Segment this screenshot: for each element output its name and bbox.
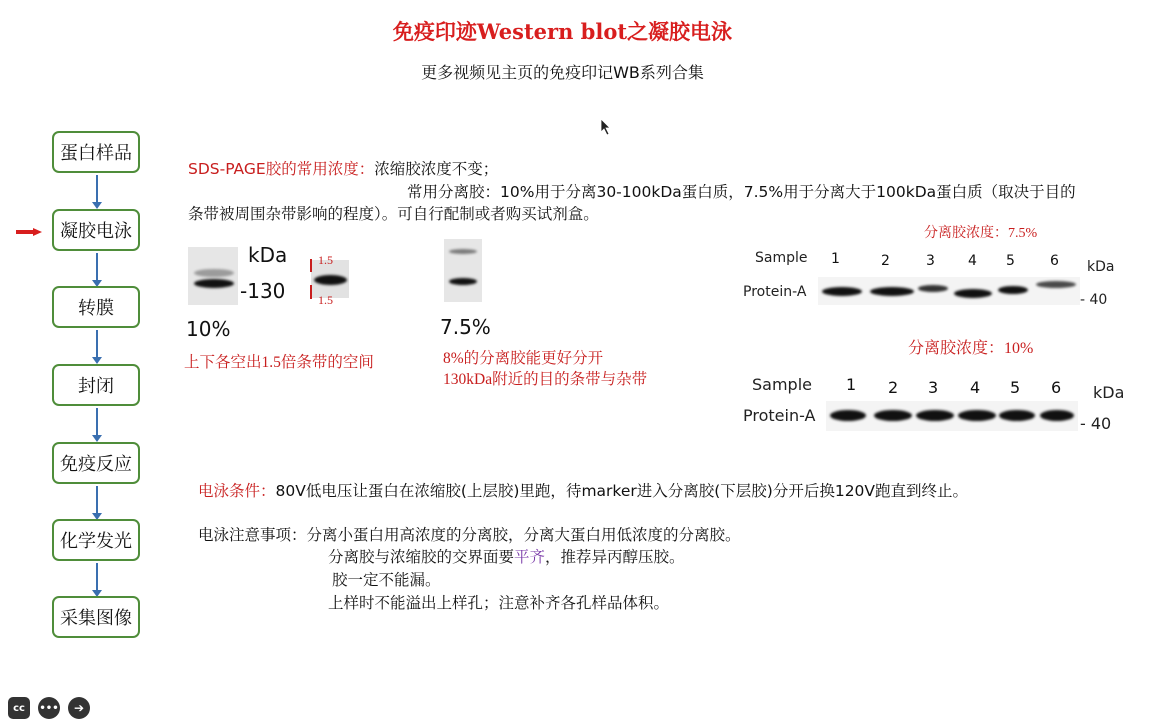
more-icon[interactable]: ••• <box>38 697 60 719</box>
note-7-5-percent-line-2: 130kDa附近的目的条带与杂带 <box>443 371 648 388</box>
workflow-step-gel-electrophoresis: 凝胶电泳 <box>52 209 140 251</box>
sample-label: Sample <box>752 375 812 394</box>
workflow-connector <box>96 253 98 283</box>
page-subtitle: 更多视频见主页的免疫印记WB系列合集 <box>421 63 704 82</box>
marker-40: - 40 <box>1080 414 1112 433</box>
workflow-step-chemiluminescence: 化学发光 <box>52 519 140 561</box>
current-step-arrow-icon <box>16 228 42 236</box>
workflow-step-immunoreaction: 免疫反应 <box>52 442 140 484</box>
conditions-label: 电泳条件： <box>198 482 276 500</box>
workflow-connector <box>96 563 98 593</box>
page-title: 免疫印迹Western blot之凝胶电泳 <box>392 19 733 44</box>
notes-text-2c: ，推荐异丙醇压胶。 <box>545 548 685 566</box>
workflow-connector <box>96 330 98 360</box>
gel-image-10-percent <box>188 247 238 305</box>
blot-title: 分离胶浓度：10% <box>908 340 1034 357</box>
notes-line-3: 胶一定不能漏。 <box>332 571 441 589</box>
notes-highlight: 平齐 <box>514 548 546 566</box>
blot-membrane <box>826 401 1078 431</box>
gel-image-7-5-percent <box>444 239 482 302</box>
scale-top-label: 1.5 <box>318 253 333 267</box>
workflow-connector <box>96 486 98 516</box>
notes-line-1 <box>198 523 741 545</box>
kda-label: kDa <box>1087 259 1115 275</box>
workflow-step-transfer: 转膜 <box>52 286 140 328</box>
note-7-5-percent-line-1: 8%的分离胶能更好分开 <box>443 350 604 367</box>
kda-label: kDa <box>248 243 288 267</box>
scale-bottom-label: 1.5 <box>318 293 333 307</box>
player-controls <box>8 697 90 719</box>
concentration-label: SDS-PAGE胶的常用浓度： <box>188 160 375 178</box>
concentration-line-2: 常用分离胶：10%用于分离30-100kDa蛋白质，7.5%用于分离大于100kDa蛋白质（取决于目的 <box>407 183 1076 201</box>
blot-title: 分离胶浓度：7.5% <box>924 226 1038 241</box>
lane-label: 6 <box>1050 253 1059 269</box>
spacing-scale-icon <box>308 258 314 300</box>
note-10-percent: 上下各空出1.5倍条带的空间 <box>184 354 374 371</box>
notes-text-2a: 分离胶与浓缩胶的交界面要 <box>328 548 515 566</box>
lane-label: 4 <box>968 253 977 269</box>
conditions-text: 80V低电压让蛋白在浓缩胶(上层胶)里跑，待marker进入分离胶(下层胶)分开后换120V跑直到终止。 <box>275 482 969 500</box>
lane-label: 1 <box>846 375 857 394</box>
workflow-connector <box>96 408 98 438</box>
lane-label: 5 <box>1006 253 1015 269</box>
marker-130: -130 <box>240 279 286 303</box>
conditions-line <box>198 479 968 501</box>
lane-label: 3 <box>928 378 939 397</box>
subtitles-icon[interactable]: cc <box>8 697 30 719</box>
sample-label: Sample <box>755 250 808 266</box>
kda-label: kDa <box>1093 383 1125 402</box>
lane-label: 3 <box>926 253 935 269</box>
lane-label: 2 <box>881 253 890 269</box>
lane-label: 2 <box>888 378 899 397</box>
workflow-step-blocking: 封闭 <box>52 364 140 406</box>
lane-label: 1 <box>831 251 840 267</box>
protein-label: Protein-A <box>743 406 816 425</box>
concentration-line-1 <box>188 157 498 179</box>
blot-membrane <box>818 277 1080 305</box>
workflow-step-image-capture: 采集图像 <box>52 596 140 638</box>
notes-line-4: 上样时不能溢出上样孔；注意补齐各孔样品体积。 <box>328 594 670 612</box>
workflow-step-protein-sample: 蛋白样品 <box>52 131 140 173</box>
protein-label: Protein-A <box>743 284 807 300</box>
notes-text-1: 分离小蛋白用高浓度的分离胶，分离大蛋白用低浓度的分离胶。 <box>306 526 741 544</box>
marker-40: - 40 <box>1080 292 1108 308</box>
percent-7-5-label: 7.5% <box>440 315 491 339</box>
concentration-stacking: 浓缩胶浓度不变； <box>374 160 499 178</box>
workflow-connector <box>96 175 98 205</box>
next-arrow-icon[interactable]: ➔ <box>68 697 90 719</box>
lane-label: 5 <box>1010 378 1021 397</box>
concentration-line-3: 条带被周围杂带影响的程度）。可自行配制或者购买试剂盒。 <box>188 205 599 223</box>
mouse-cursor-icon <box>600 118 612 136</box>
percent-10-label: 10% <box>186 317 231 341</box>
lane-label: 6 <box>1051 378 1062 397</box>
notes-line-2 <box>328 545 685 567</box>
lane-label: 4 <box>970 378 981 397</box>
notes-label: 电泳注意事项： <box>198 526 307 544</box>
